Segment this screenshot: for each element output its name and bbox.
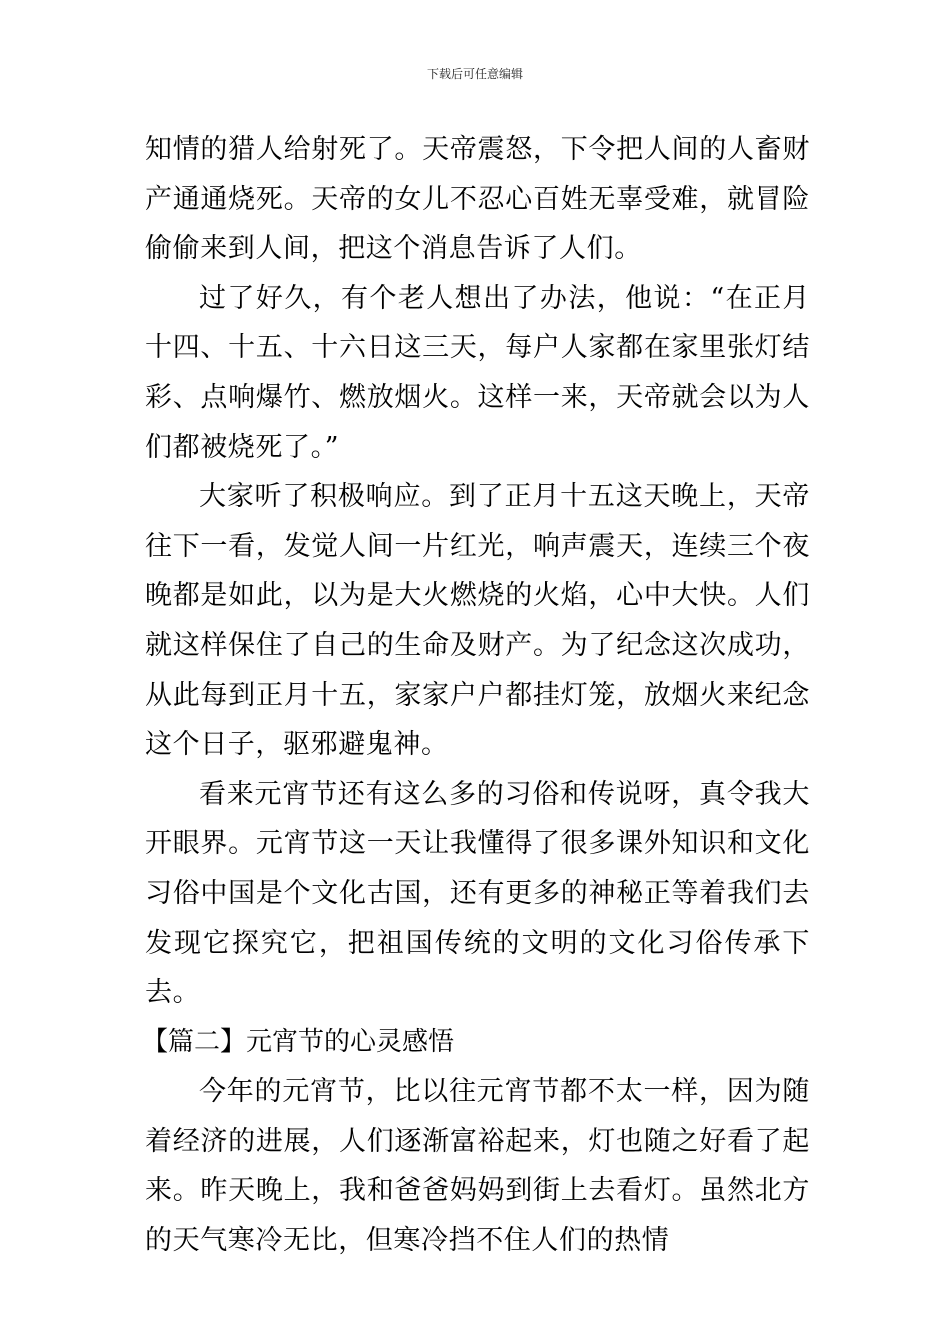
paragraph-lantern-festival-night: 大家听了积极响应。到了正月十五这天晚上，天帝往下一看，发觉人间一片红光，响声震天，连续三个夜晚都是如此，以为是大火燃烧的火焰，心中大快。人们就这样保住了自己的生命及财产。为了纪念这次成功，从此每到正月十五，家家户户都挂灯笼，放烟火来纪念这个日子，驱邪避鬼神。 xyxy=(145,481,810,761)
paragraph-reflection: 看来元宵节还有这么多的习俗和传说呀，真令我大开眼界。元宵节这一天让我懂得了很多课外知识和文化习俗中国是个文化古国，还有更多的神秘正等着我们去发现它探究它，把祖国传统的文明的文化习俗传承下去。 xyxy=(145,778,810,1009)
paragraph-old-man-idea: 过了好久，有个老人想出了办法，他说：“在正月十四、十五、十六日这三天，每户人家都在家里张灯结彩、点响爆竹、燃放烟火。这样一来，天帝就会以为人们都被烧死了。” xyxy=(145,282,810,463)
document-body xyxy=(142,125,810,1266)
page-header: 下载后可任意编辑 xyxy=(426,67,523,81)
paragraph-continued: 知情的猎人给射死了。天帝震怒，下令把人间的人畜财产通通烧死。天帝的女儿不忍心百姓无辜受难，就冒险偷偷来到人间，把这个消息告诉了人们。 xyxy=(145,134,810,265)
paragraph-this-year: 今年的元宵节，比以往元宵节都不太一样，因为随着经济的进展，人们逐渐富裕起来，灯也随之好看了起来。昨天晚上，我和爸爸妈妈到街上去看灯。虽然北方的天气寒冷无比，但寒冷挡不住人们的热情 xyxy=(145,1076,810,1257)
section-heading: 【篇二】元宵节的心灵感悟 xyxy=(142,1026,455,1057)
